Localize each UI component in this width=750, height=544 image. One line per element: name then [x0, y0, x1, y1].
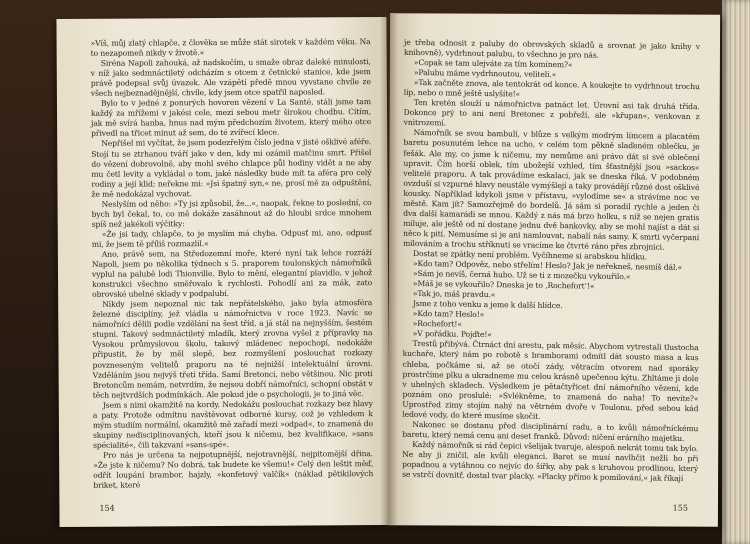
paragraph: »Víš, můj zlatý chlapče, z člověka se může stát sirotek v každém věku. Na to nezapomeň nikdy v životě.« [90, 37, 371, 58]
paragraph: Dostat se zpátky není problém. Vyčíhneme si arabskou hlídku. [413, 248, 647, 262]
paragraph: Nikdy jsem nepoznal nic tak nepřátelského, jako byla atmosféra železné disciplíny, jež vládla u námořnictva v roce 1923. Navíc se námořníci dělili podle vzdělání na šest tříd, a já stál na nejnyšším, šestém stupni. Takový sedmnáctiletý mladík, který zrovna vyšel z přípravky na Vysokou průmyslovou školu, takový mládenec nepochopí, nedokáže připustit, že by měl slepě, bez rozmyšlení poslouchat rozkazy povzneseným velitelů praporu na té nejnižší intelektuální úrovni. Vzděláním jsou nejvýš třetí třída. Samí Bretonci, nebo většinou. Nic proti Bretoncům nemám, netvrdím, že nejsou dobří námořníci, schopní obstát v těch nejtvrdších podmínkách. Ale pokud jde o psychologii, je to jiná věc. [92, 298, 373, 400]
right-page [388, 13, 720, 526]
paragraph: »Kdo tam? Odpověz, nebo střelím! Heslo? Jak je neřekneš, nesmíš dál.« [413, 258, 683, 272]
page-number: 154 [99, 503, 115, 513]
paragraph: Ten kretén slouží u námořnictva patnáct let. Úrovní asi tak druhá třída. Dokonce prý to ani není Bretonec z pobřeží, ale »křupan«, venkovan z vnitrozemí. [403, 98, 700, 128]
paragraph: je třeba odnosit z paluby do obrovských skladů a srovnat je jako knihy v knihovně), vydrhnout palubu, to všechno je pro nás. [403, 37, 700, 60]
paragraph: »Tak začněte znova, ale tentokrát od konce. A koukejte to vydrhnout trochu líp, nebo o mně ještě uslyšíte!« [403, 78, 700, 99]
paragraph: Siréna Napoli zahouká, až nadskočím, u smaže obraz daleké minulosti, v níž jako sedmnáctiletý odcházím s otcem z četnické stanice, kde jsem právě podepsal svůj úvazek. Ale vzápětí předě mnou vyvstane chvíle ze všech nejbeznadějnější, chvíle, kdy jsem otce spatřil naposled. [90, 57, 371, 99]
paragraph: »Kdo tam? Heslo!« [412, 309, 485, 320]
paragraph: Jsme z toho venku a jeme k další hlídce. [412, 299, 563, 311]
paragraph: Nakonec se dostanu před disciplinární radu, a to kvůli námořníckému baretu, který nemá cenu ani deset franků. Důvod: ničení erárního majetku. [402, 419, 699, 443]
page-number: 155 [672, 503, 688, 513]
paragraph: Nepřišel mi vyčítat, že jsem podezřelým číslo jedna v jisté ošklivé aféře. Stojí tu se ztrhanou tváří jako v den, kdy mi ozámil matčinu smrt. Přišel do vězení dobrovolně, aby mohl svého chlapce půl hodiny vidět a ne aby mu četl levity a vykládal o tom, jaké následky bude mít ta aféra pro celý rodiny a její klid; neřekne mi: »Jsi špatný syn,« ne, prosí mě za odpuštění, že mě nedokázal vychovat. [91, 137, 372, 199]
right-page-text [402, 38, 700, 484]
paragraph: »Máš je se vykouřilo? Dneska je to ‚Rochefort‘!« [412, 279, 595, 291]
page-block-edge [722, 0, 750, 544]
paragraph: »Že jsi tady, chlapče, to je myslím má chyba. Odpusť mi, ano, odpusť mi, že jsem tě příliš rozmazlil.« [91, 227, 372, 249]
paragraph: »V pořádku. Pojďte!« [412, 329, 492, 340]
left-page-text [91, 37, 374, 491]
paragraph: »Palubu máme vydrhnoutou, veliteli.« [413, 68, 557, 80]
paragraph: Trestů přibývá. Čtrnáct dní arestu, pak měsíc. Abychom vytrestali tlustocha kuchaře, který nám po robotě s bramborami odmítl dát sousto masa a kus chleba, počkáme si, až se otočí zády, větracím otvorem nad sporáky prostrčíme plku a ukradneme mu celou krásně upečenou kýtu. Zhltáme ji dole v uhelných skladech. Výsledkem je pětačtyřicet dní námořního vězení, kde poznám ono proslulé: »Svlékněme, to znamená do naha! To nevíte?« Uprostřed zimy stojím nahý na větrném dvoře v Toulonu, před sebou kád ledové vody, do které musíme skočit. [402, 339, 699, 421]
paragraph: Jsem s nimi okamžitě na kordy. Nedokážu poslouchat rozkazy bez hlavy a paty. Protože odmítnu navštěvovat odborné kursy, což je vzhledem k mým studiím normální, okamžitě mě zařadí mezi »odpad«, to znamená do skupiny nedisciplinovaných, kteří jsou k ničemu, bez kvalifikace, »sans spécialité«, čili takzvaní »sans-spé«. [92, 398, 374, 450]
paragraph: »Sám je nevíš, černá hubo. Už se ti z mozečku vykouřilo.« [412, 269, 631, 282]
paragraph: Bylo to v jedné z ponurých hovoren vězení v La Santé, stáli jsme tam každý za mřížemi v jakési cele, mezi sebou metr širokou chodbu. Cítím, jak mě svírá hanba, hnus nad mým předchozím životem, který mého otce přivedl na třicet minut až sem, do té zvířecí klece. [91, 97, 372, 139]
paragraph: Každý námořník si rád čepici všelijak tvaruje, alespoň nekrát tomu tak bylo. Ne aby ji zničil, ale kvůli eleganci. Baret se musí navlhčit nežli ho při popadnou a vytáhnou co nejvíc do šířky, aby pak s kruhovou prodlinou, který se vstrčí dovnitř, dostal tvar placky. »Placky přímo k pomilování,« jak říkají [402, 439, 699, 483]
paragraph: »Rochefort!« [412, 319, 462, 329]
paragraph: Neslyším od něho: »Ty jsi způsobil, že...«, naopak, řekne to poslední, co bych byl čekal, to, co mě dokáže zasáhnout až do hloubi srdce mnohem spíš než jakékoli výčitky: [91, 197, 372, 229]
left-page [56, 17, 389, 527]
paragraph: Pro nás je určena ta nejpotupnější, nejotravnější, nejpitomější dřina. »Že jste k ničemu? No dobrá, tak budete ke všemu!« Celý den leštit měď, odřít loupání brambor, hajzly, »konfetový valčík« (náklad pětikilových briket, které [93, 449, 374, 490]
paragraph: Ano, právě sem, na Středozemní moře, které nyní tak lehce rozráží Napoli, jsem po několika týdnech s 5. praporem toulonských námořníků vyplul na palubě lodi Thionville. Bylo to mění, elegantní plavidlo, v jehož konstrukci všechno směřovalo k rychlosti. Pohodlí ani za mák, zato obrovské uhelné sklady v podpalubí. [91, 248, 373, 299]
paragraph: »Tak jo, máš pravdu.« [412, 289, 496, 300]
paragraph: Námořník se svou bambulí, v blůze s velkým modrým límcem a placatém baretu posunutém lehce na ucho, v celém tom pěkně slaďeném oblečku, je fešák. Ale my, co jsme k ničemu, my nemůme ani právo dát si své oblečení upravit. Čím horší oblek, tím ubožejší vzhled, tím šťastnější jsou »sackos« velitelé praporu. A tak provádíme eskalaci, jak se dneska říká. V podobném ovzduší si vzpurné hlavy neustále vymýšlejí a taky provádějí různé dost ošklivé kousky. Například kdykoli jsme v přístavu, »vylodíme se« a strávíme noc ve městě. Kam jít? Samozřejmě do bordelů. Já sám si poradil rychle a jeden či dva další kamarádi se mnou. Každý z nás má brzo holku, s níž se nejen gratis miluje, ale ještě od ní dostane jednu dvě bankovky, aby se mohl najíst a dát si něco k pití. Nemusíme si je ani namlouvat, nabalí nás samy. K smrti vyčerpaní milováním a trochu stříknutí se vracíme ke čtvrté ráno přes zbrojnici. [403, 128, 700, 252]
paragraph: »Copak se tam ulejváte za tím komínem?« [413, 58, 573, 70]
